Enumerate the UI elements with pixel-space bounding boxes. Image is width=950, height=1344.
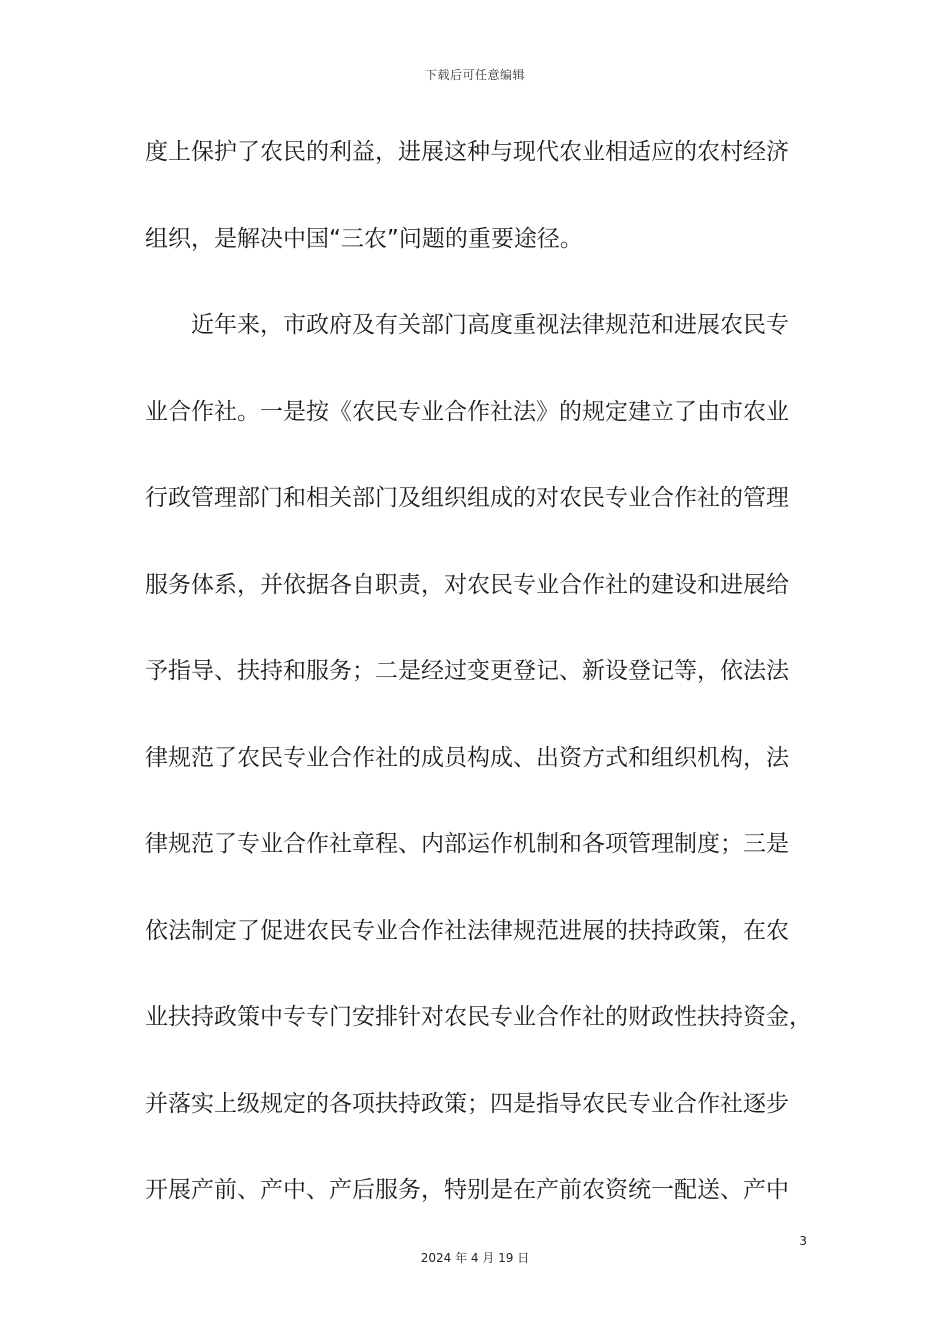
- text-line: 组织，是解决中国“三农”问题的重要途径。: [145, 225, 583, 252]
- text-line: 业合作社。一是按《农民专业合作社法》的规定建立了由市农业: [145, 398, 789, 425]
- body-text: [145, 128, 810, 1253]
- text-line: 予指导、扶持和服务；二是经过变更登记、新设登记等，依法法: [145, 658, 789, 684]
- paragraph-start-line: 近年来，市政府及有关部门高度重视法律规范和进展农民专: [191, 312, 789, 338]
- text-line: 服务体系，并依据各自职责，对农民专业合作社的建设和进展给: [145, 571, 789, 598]
- text-line: 行政管理部门和相关部门及组织组成的对农民专业合作社的管理: [145, 485, 789, 511]
- text-line: 并落实上级规定的各项扶持政策；四是指导农民专业合作社逐步: [145, 1090, 789, 1117]
- header-note: 下载后可任意编辑: [424, 68, 525, 82]
- text-line: 依法制定了促进农民专业合作社法律规范进展的扶持政策，在农: [145, 917, 789, 944]
- text-line: 开展产前、产中、产后服务，特别是在产前农资统一配送、产中: [145, 1177, 789, 1203]
- text-line: 律规范了专业合作社章程、内部运作机制和各项管理制度；三是: [145, 831, 789, 857]
- footer-date: 2024 年 4 月 19 日: [420, 1251, 530, 1265]
- text-line: 业扶持政策中专专门安排针对农民专业合作社的财政性扶持资金，: [145, 1004, 812, 1030]
- page-number: 3: [799, 1234, 807, 1248]
- text-line: 度上保护了农民的利益，进展这种与现代农业相适应的农村经济: [145, 139, 789, 165]
- text-line: 律规范了农民专业合作社的成员构成、出资方式和组织机构，法: [145, 744, 789, 771]
